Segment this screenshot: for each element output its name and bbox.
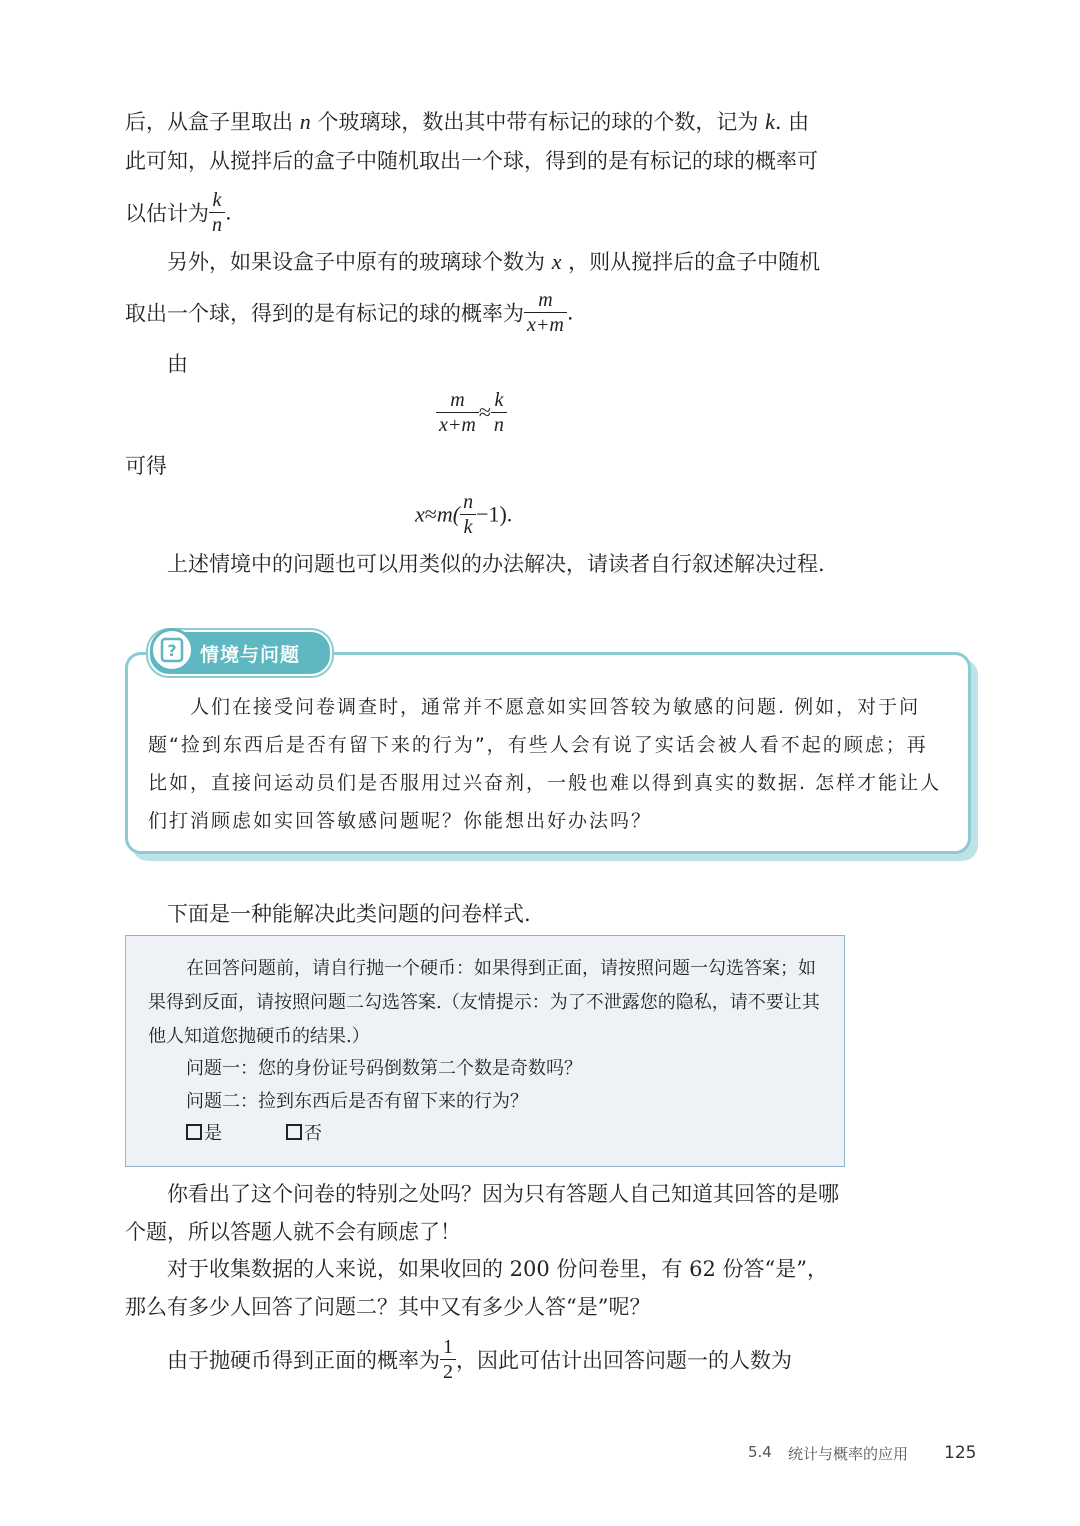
text-you: 由 [167, 352, 188, 376]
checkbox-no[interactable] [286, 1124, 302, 1140]
fraction-one-half: $\frac{1}{2}$ [440, 1335, 456, 1384]
footer-section-number: 5.4 [748, 1443, 772, 1461]
para2-line1: 另外，如果设盒子中原有的玻璃球个数为 x ，则从搅拌后的盒子中随机 [167, 249, 821, 274]
survey-question-1: 问题一：您的身份证号码倒数第二个数是奇数吗？ [186, 1058, 582, 1079]
para1-line2: 此可知，从搅拌后的盒子中随机取出一个球，得到的是有标记的球的概率可 [125, 149, 818, 173]
para7: 由于抛硬币得到正面的概率为 $\frac{1}{2}$ ，因此可估计出回答问题一的人数为 [167, 1336, 792, 1383]
text-kede: 可得 [125, 454, 167, 478]
para6: 对于收集数据的人来说，如果收回的 200 份问卷里，有 62 份答“是”，那么有多少人回答了问题二？其中又有多少人答“是”呢？ [125, 1257, 828, 1319]
survey-question-2: 问题二：捡到东西后是否有留下来的行为？ [186, 1091, 528, 1112]
survey-option-no[interactable]: 否 [286, 1117, 322, 1151]
svg-text:?: ? [167, 641, 177, 660]
question-icon [150, 628, 194, 672]
para1-line3: 以估计为 $\frac{k}{n}$ . [125, 189, 232, 236]
equation-approx: $\frac{m}{x+m}$ ≈ $\frac{k}{n}$ [436, 388, 507, 437]
survey-intro: 在回答问题前，请自行抛一个硬币：如果得到正面，请按照问题一勾选答案；如果得到反面，请按照问题二勾选答案.（友情提示：为了不泄露您的隐私，请不要让其他人知道您抛硬币的结果.） [148, 958, 820, 1047]
footer-section-title: 统计与概率的应用 [788, 1445, 909, 1463]
fraction-k-over-n: $\frac{k}{n}$ [209, 188, 225, 237]
situation-title: 情境与问题 [200, 644, 301, 666]
para1-line1: 后，从盒子里取出 n 个玻璃球，数出其中带有标记的球的个数，记为 k. 由 [125, 109, 810, 134]
checkbox-yes[interactable] [186, 1124, 202, 1140]
para4: 下面是一种能解决此类问题的问卷样式. [167, 902, 531, 926]
para3: 上述情境中的问题也可以用类似的办法解决，请读者自行叙述解决过程. [167, 552, 825, 576]
para2-line2: 取出一个球，得到的是有标记的球的概率为 $\frac{m}{x+m}$ . [125, 289, 574, 336]
situation-text: 人们在接受问卷调查时，通常并不愿意如实回答较为敏感的问题. 例如，对于问题“捡到东西后是否有留下来的行为”，有些人会有说了实话会被人看不起的顾虑；再比如，直接问运动员们是否服用过兴奋剂，一般也难以得到真实的数据. 怎样才能让人们打消顾虑如实回答敏感问题呢？你能想出好办法吗？ [148, 696, 942, 832]
para5: 你看出了这个问卷的特别之处吗？因为只有答题人自己知道其回答的是哪个题，所以答题人就不会有顾虑了！ [125, 1182, 839, 1244]
fraction-m-over-x-plus-m: $\frac{m}{x+m}$ [524, 288, 567, 337]
page-number: 125 [944, 1443, 977, 1463]
survey-option-yes[interactable]: 是 [186, 1117, 222, 1151]
equation-x-approx: x≈m( $\frac{n}{k}$ −1). [415, 491, 513, 538]
